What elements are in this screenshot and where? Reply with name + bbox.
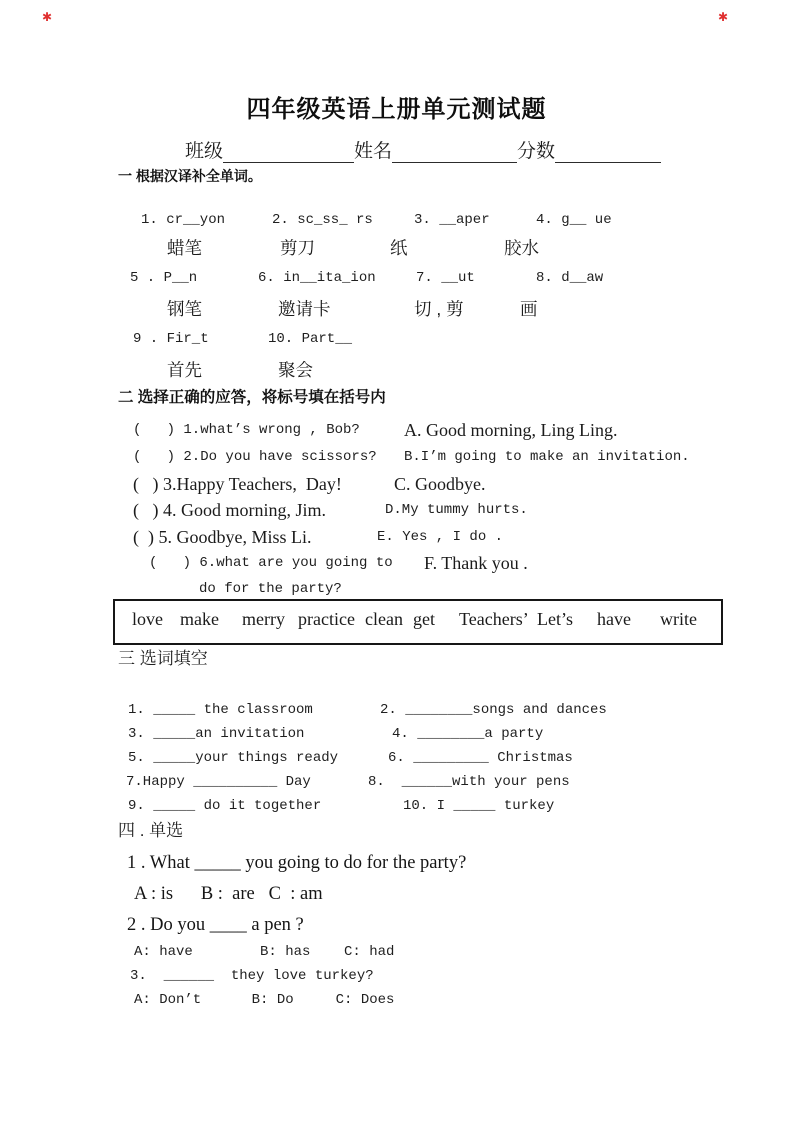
word-gloss: 画 <box>520 299 538 319</box>
red-stamp-icon: ✱ <box>42 10 53 24</box>
score-label: 分数 <box>517 141 556 163</box>
section2-heading: 二 选择正确的应答，将标号填在括号内 <box>118 389 386 406</box>
word-gloss: 首先 <box>167 360 202 380</box>
match-answer: D.My tummy hurts. <box>385 502 528 518</box>
student-info-line <box>185 138 661 163</box>
page-title: 四年级英语上册单元测试题 <box>246 96 547 123</box>
match-question-continued: do for the party? <box>199 581 342 597</box>
fill-item: 6. _________ Christmas <box>388 750 573 766</box>
name-label: 姓名 <box>354 141 393 163</box>
word-gloss: 邀请卡 <box>278 299 331 319</box>
word-bank-word: Let’s <box>537 609 573 629</box>
fill-item: 5. _____your things ready <box>128 750 339 766</box>
word-bank-word: Teachers’ <box>459 609 529 629</box>
word-gloss: 胶水 <box>504 238 539 258</box>
section4-heading: 四 . 单选 <box>118 821 184 840</box>
match-answer: F. Thank you . <box>424 553 528 573</box>
word-item: 6. in__ita_ion <box>258 270 376 286</box>
class-blank-line <box>223 138 354 163</box>
word-bank-word: love <box>132 609 163 629</box>
word-item: 1. cr__yon <box>141 212 226 228</box>
word-bank-word: practice <box>298 609 355 629</box>
match-answer: E. Yes , I do . <box>377 529 504 545</box>
match-question: ( ) 1.what’s wrong , Bob? <box>133 422 360 438</box>
word-item: 2. sc_ss_ rs <box>272 212 373 228</box>
word-item: 5 . P__n <box>130 270 198 286</box>
fill-item: 3. _____an invitation <box>128 726 305 742</box>
fill-item: 7.Happy __________ Day <box>126 774 311 790</box>
match-question: ( ) 3.Happy Teachers, Day! <box>133 474 342 494</box>
word-gloss: 蜡笔 <box>167 238 202 258</box>
mc-question: 1 . What _____ you going to do for the party? <box>127 853 467 873</box>
match-question: ( ) 5. Goodbye, Miss Li. <box>133 527 312 547</box>
word-gloss: 聚会 <box>278 360 313 380</box>
word-gloss: 纸 <box>390 238 408 258</box>
word-item: 7. __ut <box>416 270 475 286</box>
word-item: 3. __aper <box>414 212 490 228</box>
word-bank-word: get <box>413 609 435 629</box>
word-bank-word: write <box>660 609 697 629</box>
mc-question: 2 . Do you ____ a pen ? <box>127 915 304 935</box>
word-item: 8. d__aw <box>536 270 604 286</box>
section1-heading: 一 根据汉译补全单词。 <box>118 168 262 184</box>
mc-options: A : is B : are C : am <box>134 884 323 904</box>
word-bank-word: make <box>180 609 219 629</box>
match-question: ( ) 2.Do you have scissors? <box>133 449 377 465</box>
word-item: 10. Part__ <box>268 331 353 347</box>
section3-heading: 三 选词填空 <box>118 649 208 668</box>
word-bank-word: clean <box>365 609 403 629</box>
match-question: ( ) 4. Good morning, Jim. <box>133 500 326 520</box>
fill-item: 9. _____ do it together <box>128 798 322 814</box>
class-label: 班级 <box>185 141 224 163</box>
word-gloss: 剪刀 <box>280 238 315 258</box>
name-blank-line <box>392 138 517 163</box>
match-answer: A. Good morning, Ling Ling. <box>404 420 618 440</box>
fill-item: 10. I _____ turkey <box>403 798 555 814</box>
fill-item: 1. _____ the classroom <box>128 702 313 718</box>
score-blank-line <box>555 138 661 163</box>
word-bank-word: have <box>597 609 631 629</box>
match-question: ( ) 6.what are you going to <box>149 555 393 571</box>
word-bank-word: merry <box>242 609 285 629</box>
mc-question: 3. ______ they love turkey? <box>130 968 374 984</box>
red-stamp-icon: ✱ <box>718 10 729 24</box>
mc-options: A: Don’t B: Do C: Does <box>134 992 395 1008</box>
word-item: 4. g__ ue <box>536 212 612 228</box>
fill-item: 2. ________songs and dances <box>380 702 607 718</box>
word-gloss: 钢笔 <box>167 299 202 319</box>
match-answer: B.I’m going to make an invitation. <box>404 449 690 465</box>
mc-options: A: have B: has C: had <box>134 944 395 960</box>
fill-item: 8. ______with your pens <box>368 774 570 790</box>
match-answer: C. Goodbye. <box>394 474 486 494</box>
word-gloss: 切 , 剪 <box>414 299 464 319</box>
fill-item: 4. ________a party <box>392 726 544 742</box>
word-item: 9 . Fir_t <box>133 331 209 347</box>
